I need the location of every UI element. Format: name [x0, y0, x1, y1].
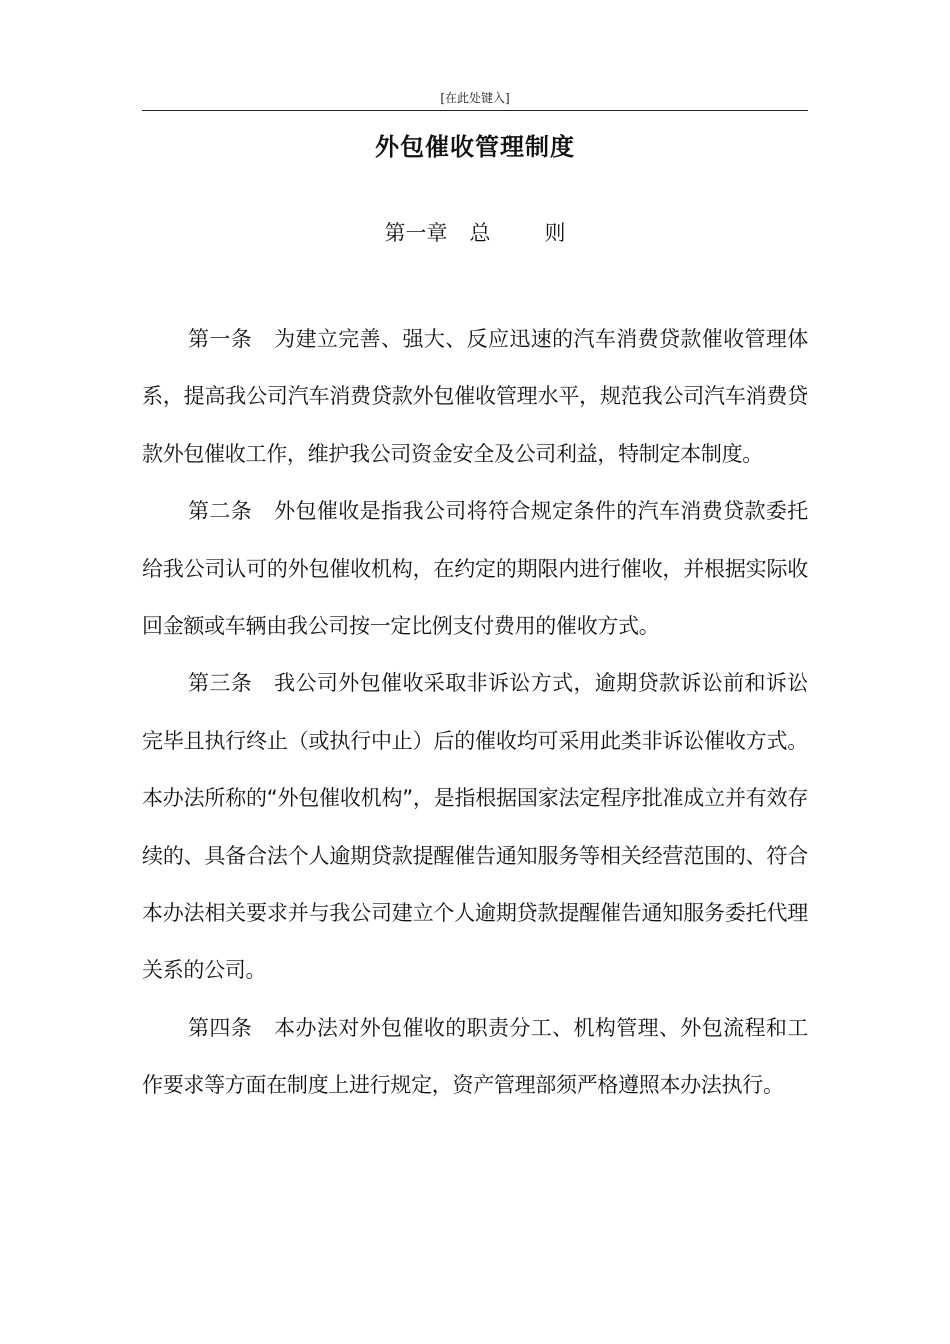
page-header: [在此处键入]: [440, 91, 510, 105]
article-paragraph: [142, 483, 808, 655]
article-text: 本办法对外包催收的职责分工、机构管理、外包流程和工作要求等方面在制度上进行规定，资产管理部须严格遵照本办法执行。: [142, 1015, 809, 1098]
document-body: [142, 311, 808, 1115]
article-paragraph: [142, 311, 808, 483]
chapter-name-part2: 则: [544, 221, 566, 245]
article-number: 第一条: [188, 327, 253, 351]
chapter-heading: [142, 218, 808, 248]
article-number: 第三条: [188, 671, 253, 696]
document-title: 外包催收管理制度: [375, 133, 575, 161]
article-paragraph: [142, 655, 808, 999]
chapter-label: 第一章: [384, 221, 448, 245]
article-text: 为建立完善、强大、反应迅速的汽车消费贷款催收管理体系，提高我公司汽车消费贷款外包催收管理水平，规范我公司汽车消费贷款外包催收工作，维护我公司资金安全及公司利益，特制定本制度。: [142, 327, 809, 466]
article-text: 我公司外包催收采取非诉讼方式，逾期贷款诉讼前和诉讼完毕且执行终止（或执行中止）后的催收均可采用此类非诉讼催收方式。本办法所称的“外包催收机构”，是指根据国家法定程序批准成立并有效存续的、具备合法个人逾期贷款提醒催告通知服务等相关经营范围的、符合本办法相关要求并与我公司建立个人逾期贷款提醒催告通知服务委托代理关系的公司。: [142, 671, 809, 983]
header-divider: [142, 110, 808, 111]
chapter-name-part1: 总: [469, 221, 491, 245]
article-paragraph: [142, 1000, 808, 1115]
article-number: 第四条: [188, 1015, 253, 1040]
article-number: 第二条: [188, 499, 253, 524]
article-text: 外包催收是指我公司将符合规定条件的汽车消费贷款委托给我公司认可的外包催收机构，在约定的期限内进行催收，并根据实际收回金额或车辆由我公司按一定比例支付费用的催收方式。: [142, 499, 809, 639]
